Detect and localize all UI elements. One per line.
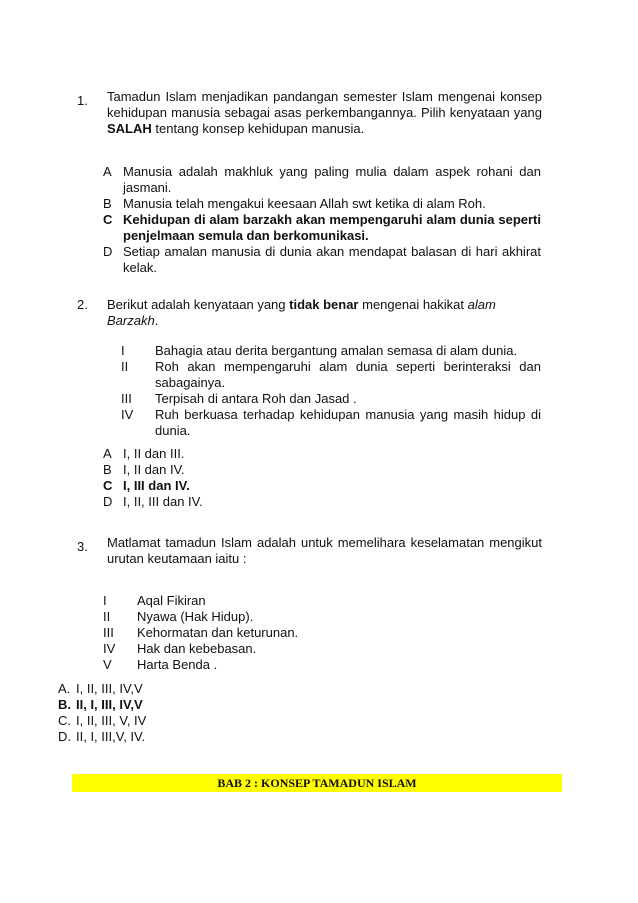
chapter-banner: BAB 2 : KONSEP TAMADUN ISLAM bbox=[72, 774, 562, 792]
q2-option-a-letter: A bbox=[103, 446, 112, 461]
q3-statement-ii-roman: II bbox=[103, 609, 111, 624]
q3-statement-iv-roman: IV bbox=[103, 641, 116, 656]
q3-option-b-text: II, I, III, IV,V bbox=[76, 697, 143, 712]
q1-stem-text: Tamadun Islam menjadikan pandangan semester Islam mengenai konsep kehidupan manusia sebagai asas perkembangannya. Pilih kenyataan yang bbox=[107, 89, 542, 120]
q1-stem-text-end: tentang konsep kehidupan manusia. bbox=[151, 121, 365, 136]
q2-statement-iii-roman: III bbox=[121, 391, 132, 406]
q1-option-d-letter: D bbox=[103, 244, 113, 259]
q3-statement-iii-roman: III bbox=[103, 625, 114, 640]
q2-stem-text-end: . bbox=[154, 313, 159, 328]
q3-stem: Matlamat tamadun Islam adalah untuk memelihara keselamatan mengikut urutan keutamaan iaitu : bbox=[107, 535, 542, 566]
q1-stem bbox=[107, 89, 542, 137]
q2-number: 2. bbox=[77, 297, 88, 312]
q1-option-b-letter: B bbox=[103, 196, 112, 211]
q1-option-c-letter: C bbox=[103, 212, 113, 227]
q2-option-d-letter: D bbox=[103, 494, 113, 509]
q3-statement-iii-text: Kehormatan dan keturunan. bbox=[137, 625, 299, 640]
q3-statement-i-text: Aqal Fikiran bbox=[137, 593, 206, 608]
q2-statement-i-roman: I bbox=[121, 343, 125, 358]
q3-number: 3. bbox=[77, 539, 88, 554]
q2-statement-i-text: Bahagia atau derita bergantung amalan semasa di alam dunia. bbox=[155, 343, 518, 358]
q1-option-a-letter: A bbox=[103, 164, 112, 179]
q1-stem-emphasis: SALAH bbox=[107, 121, 152, 136]
q2-stem bbox=[107, 297, 507, 329]
q1-option-a-text: Manusia adalah makhluk yang paling mulia dalam aspek rohani dan jasmani. bbox=[123, 164, 541, 195]
q3-option-a-text: I, II, III, IV,V bbox=[76, 681, 143, 696]
q2-option-a-text: I, II dan III. bbox=[123, 446, 185, 461]
q2-stem-text-mid: mengenai hakikat bbox=[358, 297, 468, 312]
q3-option-c-letter: C. bbox=[58, 713, 71, 728]
q2-stem-text: Berikut adalah kenyataan yang bbox=[107, 297, 290, 312]
q3-statement-v-roman: V bbox=[103, 657, 112, 672]
q3-statement-i-roman: I bbox=[103, 593, 107, 608]
q2-option-d-text: I, II, III dan IV. bbox=[123, 494, 203, 509]
q3-option-d-text: II, I, III,V, IV. bbox=[76, 729, 146, 744]
q3-option-c-text: I, II, III, V, IV bbox=[76, 713, 147, 728]
q3-option-b-letter: B. bbox=[58, 697, 71, 712]
q2-statement-iii-text: Terpisah di antara Roh dan Jasad . bbox=[155, 391, 357, 406]
q3-statement-v-text: Harta Benda . bbox=[137, 657, 218, 672]
q3-statement-iv-text: Hak dan kebebasan. bbox=[137, 641, 257, 656]
q2-stem-emphasis: tidak benar bbox=[289, 297, 359, 312]
q1-option-d-text: Setiap amalan manusia di dunia akan mendapat balasan di hari akhirat kelak. bbox=[123, 244, 541, 275]
q2-option-b-text: I, II dan IV. bbox=[123, 462, 185, 477]
q1-option-b-text: Manusia telah mengakui keesaan Allah swt ketika di alam Roh. bbox=[123, 196, 486, 211]
q2-statement-ii-text: Roh akan mempengaruhi alam dunia seperti berinteraksi dan sabagainya. bbox=[155, 359, 541, 390]
q1-number: 1. bbox=[77, 93, 88, 108]
q2-statement-iv-text: Ruh berkuasa terhadap kehidupan manusia yang masih hidup di dunia. bbox=[155, 407, 541, 438]
q2-option-c-text: I, III dan IV. bbox=[123, 478, 190, 493]
q2-statement-iv-roman: IV bbox=[121, 407, 134, 422]
q2-stem-italic: alam Barzakh bbox=[107, 297, 496, 328]
q3-statement-ii-text: Nyawa (Hak Hidup). bbox=[137, 609, 254, 624]
q2-option-b-letter: B bbox=[103, 462, 112, 477]
q3-option-d-letter: D. bbox=[58, 729, 71, 744]
q3-option-a-letter: A. bbox=[58, 681, 71, 696]
q2-option-c-letter: C bbox=[103, 478, 113, 493]
q2-statement-ii-roman: II bbox=[121, 359, 129, 374]
q1-option-c-text: Kehidupan di alam barzakh akan mempengaruhi alam dunia seperti penjelmaan semula dan berkomunikasi. bbox=[123, 212, 541, 243]
